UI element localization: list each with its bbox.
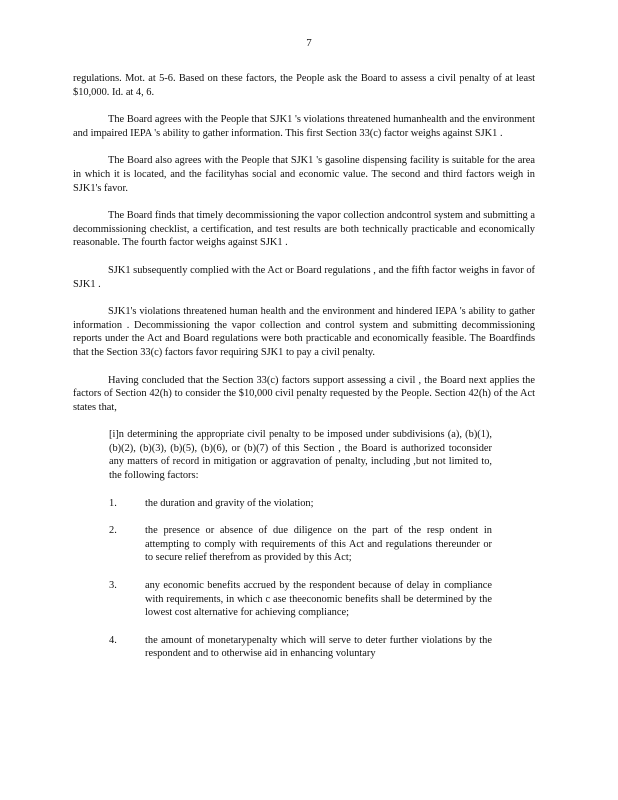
factor-text: the amount of monetarypenalty which will serve to deter further violations by the respondent and to otherwise aid in enhancing voluntary xyxy=(145,634,492,660)
body-text xyxy=(73,72,535,675)
factor-number: 2. xyxy=(109,525,117,537)
factor-number: 4. xyxy=(109,634,117,646)
paragraph-second-third-factors: The Board also agrees with the People that SJK1 's gasoline dispensing facility is suitable for the area in which it is located, and the facilityhas social and economic value. The second and third factors weigh in SJK1's favor. xyxy=(73,155,535,194)
paragraph-first-factor: The Board agrees with the People that SJK1 's violations threatened humanhealth and the environment and impaired IEPA 's ability to gather information. This first Section 33(c) factor weighs against SJK1 . xyxy=(73,114,535,139)
page-number: 7 xyxy=(306,37,312,49)
paragraph-section-42h: Having concluded that the Section 33(c) factors support assessing a civil , the Board next applies the factors of Section 42(h) to consider the $10,000 civil penalty requested by the People. Section 42(h) of the Act states that, xyxy=(73,374,535,413)
factor-text: any economic benefits accrued by the respondent because of delay in compliance with requirements, in which c ase theeconomic benefits shall be determined by the lowest cost alternative for achieving compliance; xyxy=(145,580,492,619)
factor-item xyxy=(109,579,492,620)
factor-text: the presence or absence of due diligence on the part of the resp ondent in attempting to comply with requirements of this Act and regulations thereunder or to secure relief therefrom as provided by this Act; xyxy=(145,525,492,564)
factor-text: the duration and gravity of the violation; xyxy=(145,497,314,509)
factor-item xyxy=(109,497,492,511)
paragraph-summary: SJK1's violations threatened human health and the environment and hindered IEPA 's ability to gather information . Decommissioning the vapor collection and control system and submitting decommissioning reports under the Act and Board regulations were both practicable and economically feasible. The Boardfinds that the Section 33(c) factors favor requiring SJK1 to pay a civil penalty. xyxy=(73,306,535,358)
paragraph-fourth-factor: The Board finds that timely decommissioning the vapor collection andcontrol system and submitting a decommissioning checklist, a certification, and test results are both technically practicable and economically reasonable. The fourth factor weighs against SJK1 . xyxy=(73,210,535,249)
quote-lead: [i]n determining the appropriate civil penalty to be imposed under subdivisions (a), (b)(1), (b)(2), (b)(3), (b)(5), (b)(6), or (b)(7) of this Section , the Board is authorized toconsider any matters of record in mitigation or aggravation of penalty, including ,but not limited to, the following factors: xyxy=(109,429,492,482)
paragraph-fifth-factor: SJK1 subsequently complied with the Act or Board regulations , and the fifth factor weighs in favor of SJK1 . xyxy=(73,264,535,290)
factor-number: 3. xyxy=(109,580,117,592)
statute-quote xyxy=(109,428,492,661)
factor-item xyxy=(109,524,492,565)
factor-number: 1. xyxy=(109,497,117,509)
factor-item xyxy=(109,634,492,661)
paragraph-intro: regulations. Mot. at 5-6. Based on these factors, the People ask the Board to assess a civil penalty of at least $10,000. Id. at 4, 6. xyxy=(73,73,535,98)
